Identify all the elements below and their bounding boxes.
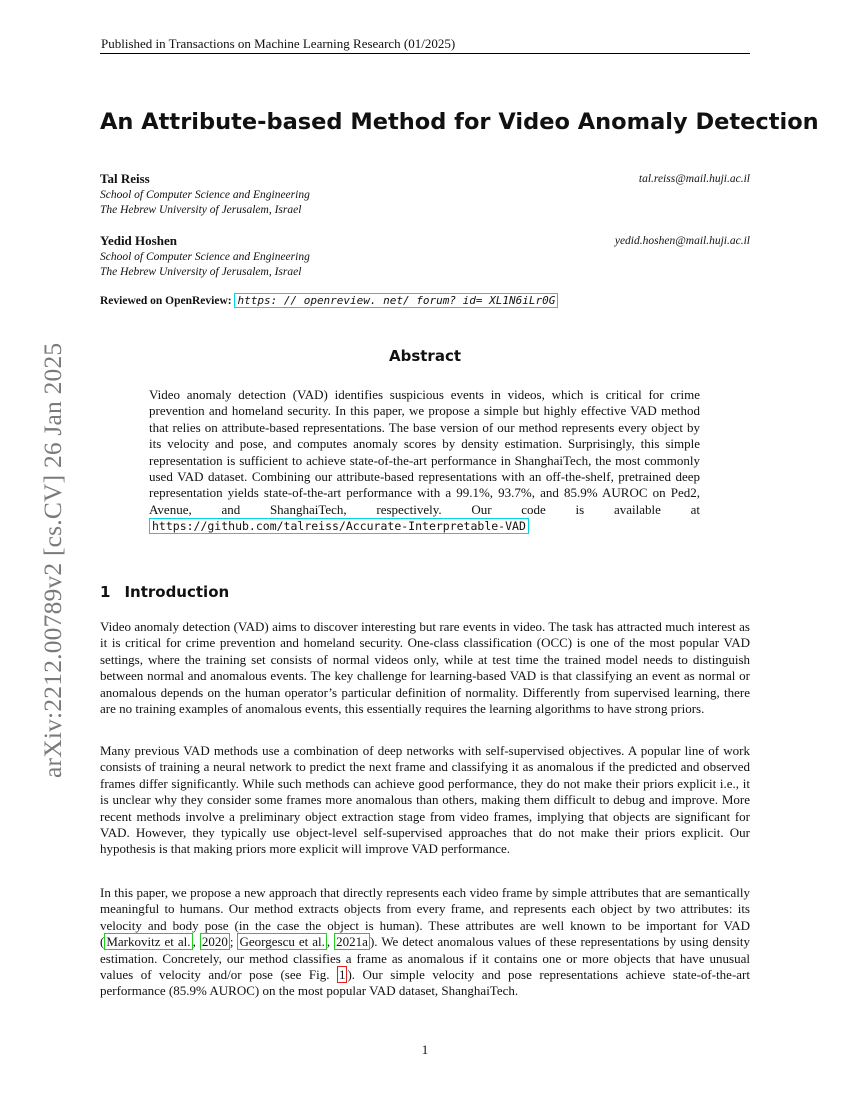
- author-email[interactable]: yedid.hoshen@mail.huji.ac.il: [614, 235, 750, 247]
- section-heading: [100, 583, 229, 601]
- abstract-text: Video anomaly detection (VAD) identifies suspicious events in videos, which is critical for crime prevention and homeland security. In this paper, we propose a simple but highly effective VAD method that relies on attribute-based representations. The base version of our method represents every object by its velocity and pose, and computes anomaly scores by density estimation. Surprisingly, this simple representation is sufficient to achieve state-of-the-art performance in ShanghaiTech, the most commonly used VAD dataset. Combining our attribute-based representations with an off-the-shelf, pretrained deep representation yields state-of-the-art performance with a 99.1%, 93.7%, and 85.9% AUROC on Ped2, Avenue, and ShanghaiTech, respectively. Our code is available at: [149, 387, 700, 517]
- page-number: 1: [421, 1042, 429, 1057]
- citation-separator: ,: [326, 934, 335, 950]
- abstract-heading: Abstract: [388, 347, 462, 365]
- section-title: Introduction: [124, 583, 230, 601]
- code-repository-link[interactable]: https://github.com/talreiss/Accurate-Interpretable-VAD: [149, 518, 529, 534]
- author-affiliation-school: School of Computer Science and Engineering: [100, 251, 310, 263]
- author-name: Tal Reiss: [100, 171, 150, 186]
- abstract-body: [149, 387, 700, 535]
- author-name: Yedid Hoshen: [100, 233, 177, 248]
- running-header: Published in Transactions on Machine Learning Research (01/2025): [101, 36, 456, 51]
- body-paragraph: Video anomaly detection (VAD) aims to discover interesting but rare events in video. The task has attracted much interest as it is critical for crime prevention and homeland security. One-class classification (OCC) is one of the most popular VAD settings, where the training set consists of normal videos only, while at test time the trained model needs to distinguish between normal and anomalous events. The key challenge for learning-based VAD is that classifying an event as normal or anomalous depends on the human operator’s particular definition of normality. Differently from supervised learning, there are no training examples of anomalous events, this essentially requires the learning algorithms to have strong priors.: [100, 619, 750, 717]
- arxiv-sidebar-identifier: arXiv:2212.00789v2 [cs.CV] 26 Jan 2025: [38, 342, 67, 778]
- openreview-line: [100, 294, 558, 307]
- citation-link[interactable]: Markovitz et al.: [106, 934, 191, 950]
- citation-separator: ,: [192, 934, 200, 950]
- citation-year-link[interactable]: 2021a: [336, 934, 368, 950]
- body-paragraph: [100, 885, 750, 1000]
- openreview-label: Reviewed on OpenReview:: [100, 295, 232, 307]
- citation-separator: ;: [229, 934, 238, 950]
- section-number: 1: [100, 583, 111, 601]
- openreview-url-link[interactable]: https: // openreview. net/ forum? id= XL1N6iLr0G: [234, 293, 558, 308]
- header-rule: [100, 53, 750, 54]
- citation-year-link[interactable]: 2020: [201, 934, 228, 950]
- author-affiliation-school: School of Computer Science and Engineering: [100, 189, 310, 201]
- paper-title: An Attribute-based Method for Video Anomaly Detection: [100, 109, 819, 135]
- body-paragraph: Many previous VAD methods use a combination of deep networks with self-supervised objectives. A popular line of work consists of training a neural network to predict the next frame and classifying it as anomalous if the predicted and observed frames differ significantly. While such methods can achieve good performance, they do not make their priors explicit i.e., it is unclear why they consider some frames more anomalous than others, making them difficult to debug and improve. More recent methods involve a preliminary object extraction stage from video frames, implying that objects are significant for VAD. However, they typically use object-level self-supervised approaches that do not make their priors explicit. Our hypothesis is that making priors more explicit will improve VAD performance.: [100, 743, 750, 857]
- paragraph-text: ). Our simple velocity and pose representations achieve state-of-the-art performance (85.9% AUROC) on the most popular VAD dataset, ShanghaiTech.: [100, 967, 750, 999]
- figure-reference-link[interactable]: 1: [338, 967, 346, 983]
- paragraph-text: ). We detect anomalous values of these representations by using density estimation. Concretely, our method classifies a frame as anomalous if it contains one or more objects that have unusual values of velocity and/or pose (see Fig.: [100, 934, 751, 983]
- citation-link[interactable]: Georgescu et al.: [239, 934, 325, 950]
- author-affiliation-university: The Hebrew University of Jerusalem, Israel: [100, 204, 302, 216]
- author-affiliation-university: The Hebrew University of Jerusalem, Israel: [100, 266, 302, 278]
- author-email[interactable]: tal.reiss@mail.huji.ac.il: [638, 173, 750, 185]
- paragraph-text: In this paper, we propose a new approach that directly represents each video frame by simple attributes that are semantically meaningful to humans. Our method extracts objects from every frame, and represents each object by two attributes: its velocity and body pose (in the case the object is human). These attributes are well known to be important for VAD (: [100, 885, 750, 950]
